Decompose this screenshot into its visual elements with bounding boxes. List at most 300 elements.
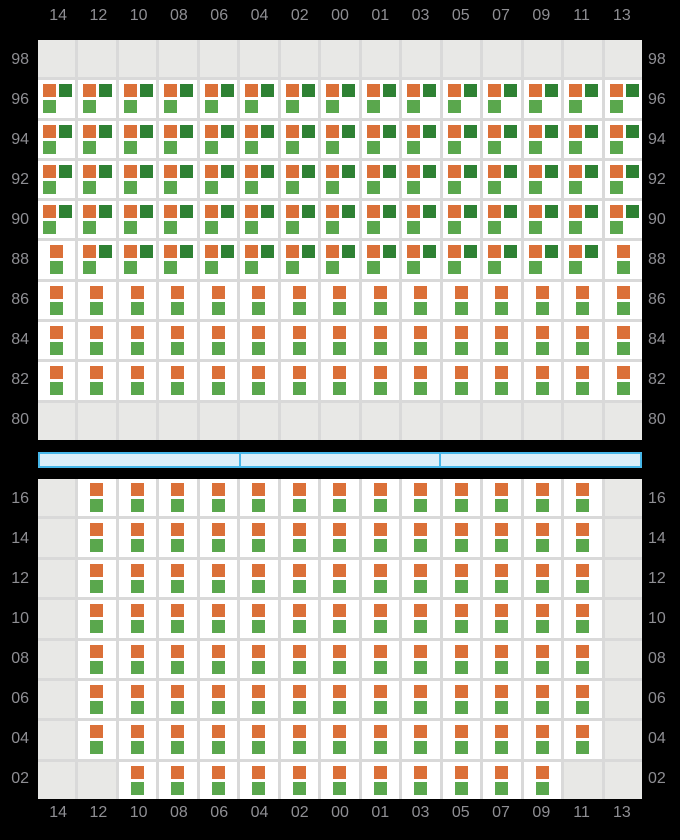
hold-slot-14-10[interactable]: [119, 519, 156, 556]
col-label-bottom-13: 13: [612, 804, 631, 821]
cargo-marker-light-green: [495, 342, 508, 355]
deck-slot-82-10[interactable]: [119, 362, 156, 399]
cargo-marker-orange: [495, 286, 508, 299]
cargo-marker-orange: [536, 604, 549, 617]
deck-slot-84-10[interactable]: [119, 322, 156, 359]
deck-slot-82-01[interactable]: [362, 362, 399, 399]
deck-slot-94-02[interactable]: [281, 121, 318, 158]
deck-slot-88-06[interactable]: [200, 241, 237, 278]
hatch-cover-segment-3[interactable]: [439, 454, 640, 466]
hold-slot-10-00[interactable]: [321, 600, 358, 637]
hold-slot-08-05[interactable]: [443, 641, 480, 678]
hold-slot-14-04[interactable]: [240, 519, 277, 556]
cargo-marker-light-green: [245, 141, 258, 154]
hold-slot-04-04[interactable]: [240, 721, 277, 758]
deck-slot-96-03[interactable]: [402, 80, 439, 117]
cargo-marker-dark-green: [180, 205, 193, 218]
empty-deck-slot-98-00: [321, 40, 358, 77]
deck-slot-96-04[interactable]: [240, 80, 277, 117]
cargo-marker-light-green: [164, 181, 177, 194]
deck-slot-94-00[interactable]: [321, 121, 358, 158]
deck-slot-94-10[interactable]: [119, 121, 156, 158]
deck-slot-86-13[interactable]: [605, 282, 642, 319]
hold-slot-04-06[interactable]: [200, 721, 237, 758]
hold-slot-16-06[interactable]: [200, 479, 237, 516]
hold-slot-04-05[interactable]: [443, 721, 480, 758]
deck-slot-90-07[interactable]: [483, 201, 520, 238]
deck-slot-92-02[interactable]: [281, 161, 318, 198]
deck-slot-90-05[interactable]: [443, 201, 480, 238]
empty-hold-slot-08-14: [38, 641, 75, 678]
deck-slot-90-10[interactable]: [119, 201, 156, 238]
hold-slot-14-12[interactable]: [78, 519, 115, 556]
deck-slot-82-05[interactable]: [443, 362, 480, 399]
deck-slot-86-11[interactable]: [564, 282, 601, 319]
deck-slot-94-08[interactable]: [159, 121, 196, 158]
cargo-marker-light-green: [374, 620, 387, 633]
deck-slot-90-02[interactable]: [281, 201, 318, 238]
deck-slot-86-07[interactable]: [483, 282, 520, 319]
cargo-marker-light-green: [569, 261, 582, 274]
deck-slot-82-03[interactable]: [402, 362, 439, 399]
hold-slot-16-05[interactable]: [443, 479, 480, 516]
hold-slot-06-04[interactable]: [240, 681, 277, 718]
cargo-marker-orange: [326, 125, 339, 138]
deck-slot-82-13[interactable]: [605, 362, 642, 399]
col-label-top-06: 06: [210, 6, 229, 24]
deck-slot-88-09[interactable]: [524, 241, 561, 278]
hatch-cover-segment-1[interactable]: [40, 454, 239, 466]
cargo-marker-light-green: [529, 100, 542, 113]
hold-slot-12-02[interactable]: [281, 560, 318, 597]
deck-slot-88-04[interactable]: [240, 241, 277, 278]
empty-deck-slot-98-13: [605, 40, 642, 77]
deck-slot-82-09[interactable]: [524, 362, 561, 399]
deck-slot-84-02[interactable]: [281, 322, 318, 359]
deck-slot-86-00[interactable]: [321, 282, 358, 319]
deck-slot-94-14[interactable]: [38, 121, 75, 158]
empty-deck-slot-98-12: [78, 40, 115, 77]
hold-slot-14-00[interactable]: [321, 519, 358, 556]
hold-slot-02-02[interactable]: [281, 762, 318, 799]
cargo-marker-orange: [536, 286, 549, 299]
hold-slot-12-05[interactable]: [443, 560, 480, 597]
hold-slot-10-06[interactable]: [200, 600, 237, 637]
deck-slot-90-06[interactable]: [200, 201, 237, 238]
deck-slot-94-07[interactable]: [483, 121, 520, 158]
hold-slot-08-06[interactable]: [200, 641, 237, 678]
hold-slot-08-00[interactable]: [321, 641, 358, 678]
hold-slot-06-07[interactable]: [483, 681, 520, 718]
col-label-top-02: 02: [290, 6, 309, 24]
deck-tier-labels-right: [646, 40, 680, 440]
hold-slot-08-02[interactable]: [281, 641, 318, 678]
hold-slot-06-08[interactable]: [159, 681, 196, 718]
cargo-marker-light-green: [333, 342, 346, 355]
deck-slot-84-07[interactable]: [483, 322, 520, 359]
hold-slot-06-03[interactable]: [402, 681, 439, 718]
deck-slot-96-06[interactable]: [200, 80, 237, 117]
deck-slot-96-05[interactable]: [443, 80, 480, 117]
deck-slot-84-14[interactable]: [38, 322, 75, 359]
cargo-marker-orange: [205, 205, 218, 218]
hold-slot-06-09[interactable]: [524, 681, 561, 718]
cargo-marker-orange: [610, 84, 623, 97]
hold-slot-16-01[interactable]: [362, 479, 399, 516]
deck-slot-88-10[interactable]: [119, 241, 156, 278]
hold-slot-08-09[interactable]: [524, 641, 561, 678]
cargo-marker-light-green: [488, 100, 501, 113]
hold-slot-06-01[interactable]: [362, 681, 399, 718]
hold-slot-14-07[interactable]: [483, 519, 520, 556]
cargo-marker-orange: [455, 645, 468, 658]
cargo-marker-light-green: [488, 181, 501, 194]
deck-slot-92-11[interactable]: [564, 161, 601, 198]
deck-slot-94-03[interactable]: [402, 121, 439, 158]
cargo-marker-orange: [212, 725, 225, 738]
hold-slot-10-04[interactable]: [240, 600, 277, 637]
deck-slot-88-14[interactable]: [38, 241, 75, 278]
cargo-marker-light-green: [536, 580, 549, 593]
deck-slot-88-13[interactable]: [605, 241, 642, 278]
deck-slot-88-07[interactable]: [483, 241, 520, 278]
cargo-marker-orange: [171, 685, 184, 698]
hold-slot-04-10[interactable]: [119, 721, 156, 758]
hold-slot-16-04[interactable]: [240, 479, 277, 516]
cargo-marker-light-green: [293, 741, 306, 754]
hold-slot-04-09[interactable]: [524, 721, 561, 758]
deck-slot-92-14[interactable]: [38, 161, 75, 198]
deck-slot-94-04[interactable]: [240, 121, 277, 158]
hold-slot-06-02[interactable]: [281, 681, 318, 718]
cargo-marker-orange: [576, 564, 589, 577]
deck-slot-82-08[interactable]: [159, 362, 196, 399]
hold-slot-04-07[interactable]: [483, 721, 520, 758]
hold-tier-label-right-08: 08: [648, 650, 666, 667]
deck-slot-92-10[interactable]: [119, 161, 156, 198]
hold-slot-06-12[interactable]: [78, 681, 115, 718]
deck-slot-92-00[interactable]: [321, 161, 358, 198]
hold-slot-10-11[interactable]: [564, 600, 601, 637]
deck-slot-82-04[interactable]: [240, 362, 277, 399]
cargo-marker-orange: [212, 523, 225, 536]
deck-slot-94-01[interactable]: [362, 121, 399, 158]
hold-slot-14-01[interactable]: [362, 519, 399, 556]
cargo-marker-light-green: [495, 741, 508, 754]
cargo-marker-light-green: [333, 661, 346, 674]
deck-slot-86-06[interactable]: [200, 282, 237, 319]
hold-slot-16-00[interactable]: [321, 479, 358, 516]
hatch-cover-segment-2[interactable]: [239, 454, 440, 466]
hold-slot-16-08[interactable]: [159, 479, 196, 516]
deck-slot-84-03[interactable]: [402, 322, 439, 359]
hold-slot-10-12[interactable]: [78, 600, 115, 637]
deck-slot-88-11[interactable]: [564, 241, 601, 278]
deck-slot-82-07[interactable]: [483, 362, 520, 399]
deck-slot-86-10[interactable]: [119, 282, 156, 319]
deck-slot-88-02[interactable]: [281, 241, 318, 278]
deck-slot-92-08[interactable]: [159, 161, 196, 198]
cargo-marker-orange: [245, 245, 258, 258]
deck-slot-92-09[interactable]: [524, 161, 561, 198]
deck-slot-84-05[interactable]: [443, 322, 480, 359]
deck-slot-90-01[interactable]: [362, 201, 399, 238]
hold-slot-16-03[interactable]: [402, 479, 439, 516]
cargo-marker-orange: [448, 245, 461, 258]
deck-slot-84-08[interactable]: [159, 322, 196, 359]
hold-slot-02-04[interactable]: [240, 762, 277, 799]
hold-slot-12-11[interactable]: [564, 560, 601, 597]
cargo-marker-light-green: [212, 661, 225, 674]
cargo-marker-light-green: [326, 261, 339, 274]
hold-slot-04-08[interactable]: [159, 721, 196, 758]
hold-slot-12-12[interactable]: [78, 560, 115, 597]
deck-slot-88-12[interactable]: [78, 241, 115, 278]
deck-slot-96-13[interactable]: [605, 80, 642, 117]
empty-hold-slot-04-13: [605, 721, 642, 758]
hold-slot-06-06[interactable]: [200, 681, 237, 718]
deck-slot-92-04[interactable]: [240, 161, 277, 198]
hold-slot-16-02[interactable]: [281, 479, 318, 516]
deck-slot-90-04[interactable]: [240, 201, 277, 238]
deck-slot-94-13[interactable]: [605, 121, 642, 158]
hold-slot-08-04[interactable]: [240, 641, 277, 678]
hold-slot-06-10[interactable]: [119, 681, 156, 718]
hold-slot-06-11[interactable]: [564, 681, 601, 718]
cargo-marker-orange: [131, 326, 144, 339]
deck-slot-82-02[interactable]: [281, 362, 318, 399]
hold-tier-label-right-16: 16: [648, 490, 666, 507]
hold-slot-02-08[interactable]: [159, 762, 196, 799]
hold-slot-02-01[interactable]: [362, 762, 399, 799]
deck-slot-86-09[interactable]: [524, 282, 561, 319]
cargo-marker-light-green: [536, 382, 549, 395]
deck-slot-94-05[interactable]: [443, 121, 480, 158]
deck-slot-92-06[interactable]: [200, 161, 237, 198]
hold-slot-12-04[interactable]: [240, 560, 277, 597]
deck-slot-86-12[interactable]: [78, 282, 115, 319]
empty-hold-slot-12-14: [38, 560, 75, 597]
hold-slot-04-00[interactable]: [321, 721, 358, 758]
hold-slot-14-05[interactable]: [443, 519, 480, 556]
deck-slot-84-12[interactable]: [78, 322, 115, 359]
deck-slot-94-11[interactable]: [564, 121, 601, 158]
hold-slot-12-07[interactable]: [483, 560, 520, 597]
deck-slot-86-08[interactable]: [159, 282, 196, 319]
cargo-marker-dark-green: [99, 205, 112, 218]
hold-slot-08-12[interactable]: [78, 641, 115, 678]
hold-slot-16-10[interactable]: [119, 479, 156, 516]
hold-slot-08-10[interactable]: [119, 641, 156, 678]
hold-slot-08-01[interactable]: [362, 641, 399, 678]
hold-slot-12-03[interactable]: [402, 560, 439, 597]
deck-slot-88-03[interactable]: [402, 241, 439, 278]
deck-slot-94-06[interactable]: [200, 121, 237, 158]
deck-slot-82-11[interactable]: [564, 362, 601, 399]
cargo-marker-orange: [448, 125, 461, 138]
cargo-marker-light-green: [374, 499, 387, 512]
deck-slot-84-00[interactable]: [321, 322, 358, 359]
col-label-bottom-04: 04: [250, 804, 269, 821]
cargo-marker-orange: [488, 84, 501, 97]
deck-slot-96-02[interactable]: [281, 80, 318, 117]
hold-slot-04-11[interactable]: [564, 721, 601, 758]
hold-slot-12-10[interactable]: [119, 560, 156, 597]
deck-slot-92-05[interactable]: [443, 161, 480, 198]
cargo-marker-dark-green: [504, 245, 517, 258]
deck-slot-82-12[interactable]: [78, 362, 115, 399]
cargo-marker-orange: [374, 766, 387, 779]
hold-slot-06-05[interactable]: [443, 681, 480, 718]
deck-slot-96-08[interactable]: [159, 80, 196, 117]
hold-slot-02-06[interactable]: [200, 762, 237, 799]
deck-slot-82-00[interactable]: [321, 362, 358, 399]
hold-slot-08-03[interactable]: [402, 641, 439, 678]
hold-slot-12-06[interactable]: [200, 560, 237, 597]
hold-slot-08-08[interactable]: [159, 641, 196, 678]
deck-slot-90-08[interactable]: [159, 201, 196, 238]
hold-slot-10-02[interactable]: [281, 600, 318, 637]
cargo-marker-orange: [164, 205, 177, 218]
deck-slot-90-03[interactable]: [402, 201, 439, 238]
cargo-marker-orange: [576, 286, 589, 299]
hold-slot-06-00[interactable]: [321, 681, 358, 718]
cargo-marker-light-green: [131, 782, 144, 795]
deck-slot-92-12[interactable]: [78, 161, 115, 198]
deck-slot-84-09[interactable]: [524, 322, 561, 359]
hold-slot-12-01[interactable]: [362, 560, 399, 597]
cargo-marker-light-green: [252, 701, 265, 714]
deck-slot-84-13[interactable]: [605, 322, 642, 359]
cargo-marker-dark-green: [383, 245, 396, 258]
hold-slot-10-01[interactable]: [362, 600, 399, 637]
cargo-marker-light-green: [367, 261, 380, 274]
deck-slot-90-00[interactable]: [321, 201, 358, 238]
hold-slot-16-12[interactable]: [78, 479, 115, 516]
hold-slot-10-08[interactable]: [159, 600, 196, 637]
cargo-marker-light-green: [205, 261, 218, 274]
hold-slot-08-11[interactable]: [564, 641, 601, 678]
hold-slot-14-03[interactable]: [402, 519, 439, 556]
deck-slot-96-09[interactable]: [524, 80, 561, 117]
deck-slot-90-13[interactable]: [605, 201, 642, 238]
deck-slot-96-12[interactable]: [78, 80, 115, 117]
deck-slot-96-10[interactable]: [119, 80, 156, 117]
cargo-marker-light-green: [374, 342, 387, 355]
cargo-marker-orange: [252, 604, 265, 617]
hold-slot-16-07[interactable]: [483, 479, 520, 516]
hold-slot-02-07[interactable]: [483, 762, 520, 799]
hold-slot-02-09[interactable]: [524, 762, 561, 799]
deck-slot-88-05[interactable]: [443, 241, 480, 278]
hold-tier-labels-left: [0, 479, 34, 799]
hold-slot-04-02[interactable]: [281, 721, 318, 758]
cargo-marker-orange: [293, 725, 306, 738]
deck-slot-92-01[interactable]: [362, 161, 399, 198]
deck-slot-86-03[interactable]: [402, 282, 439, 319]
deck-slot-92-07[interactable]: [483, 161, 520, 198]
deck-slot-90-12[interactable]: [78, 201, 115, 238]
deck-slot-90-09[interactable]: [524, 201, 561, 238]
hold-slot-14-02[interactable]: [281, 519, 318, 556]
deck-slot-96-07[interactable]: [483, 80, 520, 117]
cargo-marker-orange: [333, 326, 346, 339]
deck-slot-92-03[interactable]: [402, 161, 439, 198]
hold-slot-02-03[interactable]: [402, 762, 439, 799]
hold-slot-02-10[interactable]: [119, 762, 156, 799]
deck-slot-96-11[interactable]: [564, 80, 601, 117]
hold-slot-02-05[interactable]: [443, 762, 480, 799]
hold-slot-12-00[interactable]: [321, 560, 358, 597]
cargo-marker-dark-green: [585, 125, 598, 138]
cargo-marker-light-green: [333, 302, 346, 315]
deck-slot-86-01[interactable]: [362, 282, 399, 319]
deck-slot-90-14[interactable]: [38, 201, 75, 238]
deck-slot-92-13[interactable]: [605, 161, 642, 198]
cargo-marker-light-green: [617, 302, 630, 315]
deck-slot-88-00[interactable]: [321, 241, 358, 278]
deck-slot-84-11[interactable]: [564, 322, 601, 359]
hold-slot-02-00[interactable]: [321, 762, 358, 799]
cargo-marker-orange: [333, 286, 346, 299]
deck-slot-88-08[interactable]: [159, 241, 196, 278]
cargo-marker-light-green: [293, 342, 306, 355]
col-label-top-09: 09: [532, 6, 551, 24]
hold-slot-04-01[interactable]: [362, 721, 399, 758]
deck-slot-88-01[interactable]: [362, 241, 399, 278]
cargo-marker-orange: [90, 645, 103, 658]
hold-slot-12-08[interactable]: [159, 560, 196, 597]
hold-slot-16-11[interactable]: [564, 479, 601, 516]
deck-slot-84-06[interactable]: [200, 322, 237, 359]
hold-slot-14-11[interactable]: [564, 519, 601, 556]
hold-slot-08-07[interactable]: [483, 641, 520, 678]
deck-slot-96-01[interactable]: [362, 80, 399, 117]
cargo-marker-orange: [367, 165, 380, 178]
hold-slot-04-03[interactable]: [402, 721, 439, 758]
hold-slot-10-09[interactable]: [524, 600, 561, 637]
deck-slot-86-14[interactable]: [38, 282, 75, 319]
hold-slot-10-03[interactable]: [402, 600, 439, 637]
hold-slot-10-07[interactable]: [483, 600, 520, 637]
hold-slot-16-09[interactable]: [524, 479, 561, 516]
deck-slot-96-00[interactable]: [321, 80, 358, 117]
deck-slot-82-14[interactable]: [38, 362, 75, 399]
cargo-marker-orange: [131, 286, 144, 299]
deck-slot-86-04[interactable]: [240, 282, 277, 319]
hold-slot-14-06[interactable]: [200, 519, 237, 556]
deck-slot-86-05[interactable]: [443, 282, 480, 319]
cargo-marker-light-green: [536, 661, 549, 674]
deck-slot-84-01[interactable]: [362, 322, 399, 359]
deck-slot-94-09[interactable]: [524, 121, 561, 158]
hold-slot-14-08[interactable]: [159, 519, 196, 556]
cargo-marker-light-green: [576, 302, 589, 315]
cargo-marker-light-green: [212, 539, 225, 552]
deck-slot-86-02[interactable]: [281, 282, 318, 319]
deck-slot-94-12[interactable]: [78, 121, 115, 158]
deck-slot-82-06[interactable]: [200, 362, 237, 399]
hold-slot-10-05[interactable]: [443, 600, 480, 637]
hold-slot-14-09[interactable]: [524, 519, 561, 556]
hold-slot-10-10[interactable]: [119, 600, 156, 637]
hold-slot-04-12[interactable]: [78, 721, 115, 758]
deck-slot-90-11[interactable]: [564, 201, 601, 238]
deck-slot-96-14[interactable]: [38, 80, 75, 117]
hold-slot-12-09[interactable]: [524, 560, 561, 597]
deck-slot-84-04[interactable]: [240, 322, 277, 359]
col-label-bottom-02: 02: [290, 804, 309, 821]
